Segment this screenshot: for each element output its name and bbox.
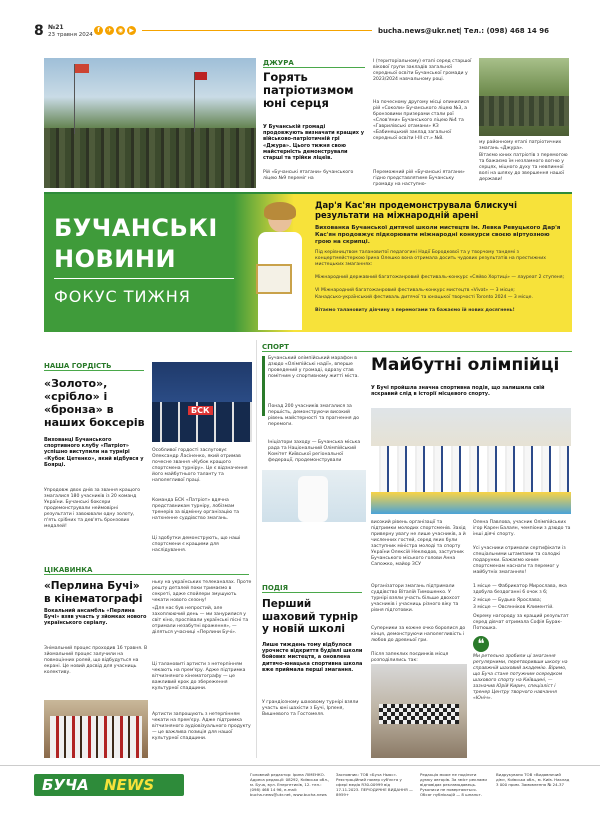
banner-subtitle: ФОКУС ТИЖНЯ — [54, 287, 191, 306]
chess-title: Перший шаховий турнір у новій школі — [262, 598, 359, 635]
chess-col2-p1: Організатори змагань підтримали суддівство Віталій Тимошенко. У турнірі взяли участь більше двохсот учасників і учасниць різного віку та рівня підготовки. — [371, 584, 460, 613]
chess-quote: Ми ретельно зробили ці змагання регулярними, перетворивши школу на справжній шаховий академію. Віримо, що Буча стане потужним осередком шахового спорту на Київщині, — зазначив Юрій Кирич, спеціаліст і тренер Центру творчого навчання «Юніч». — [473, 654, 568, 701]
boxing-body: Упродовж двох днів за звання кращого змагалися 180 учасників із 20 команд України. Бучанські боксери продемонстрували неймовірні результати і завоювали одну золоту, п'ять срібних та дев'ять бронзових медалей! — [44, 488, 141, 529]
sport-col1-p1: Бучанський олімпійський марафон в дзюдо «Олімпійські надії», вперше проведений у громаді, одразу став помітним у спортивному житті міста. — [268, 356, 359, 379]
pearl-mid-2: «Для нас був непростий, але захоплюючий день — ми занурилися у світ кіно, проспівали українські пісні та отримали незабутні враження», — діляться учасниці «Перлини Бучі». — [152, 606, 249, 635]
judo-girl-photo — [262, 470, 366, 522]
instagram-icon[interactable]: ◉ — [117, 27, 124, 34]
sport-col2: високий рівень організації та підтримки молодих спортсменів. Захід приверну увагу не лише учасників, а й численних гостей, серед яких були заступник міністра молоді та спорту України Олексій Неклюдов, заступник Бучанського міського голови Анна Сапожко, майор ЗСУ — [371, 520, 466, 567]
event-section-label: ПОДІЯ — [262, 584, 289, 592]
cadets-photo — [44, 58, 256, 188]
boxing-mid-2: Команда БСК «Патріот» вдячна представникам турніру, лобізмам тренерів за відмінну організацію та натхненне суддівство змагань. — [152, 498, 240, 521]
quote-mark-icon: ❝ — [473, 636, 489, 652]
top-col1-tail: Рій «Бучанські ятагани» бучанського ліцею №9 переміг на — [263, 170, 354, 181]
pearl-body: Знімальний процес проходив 16 травня. В зйомальний процес залучили на повноцінних ролей, що відбудуться на екрані. Це новий досвід для учасниць колективу. — [44, 646, 148, 675]
top-col3-p1: му районному етапі патріотичних змагань «Джура». — [479, 140, 562, 151]
boxing-title: «Золото», «срібло» і «бронза» в наших боксерів — [44, 377, 145, 429]
top-col2-p1: І (територіальному) етапі серед старшої вікової групи закладів загальної середньої освіти Бучанської громади у 2023/2024 навчальному році. — [373, 59, 472, 82]
pearl-title: «Перлина Бучі» в кінематографі — [44, 580, 143, 605]
banner-body-2: Міжнародний державний багатожанровий фестиваль-конкурс «Сяйво Хортиці» — лауреат 2 ступеня; — [315, 275, 565, 280]
footer-logo — [34, 774, 184, 796]
issue-date: 23 травня 2024 — [48, 32, 93, 38]
chess-players-photo — [371, 664, 467, 758]
sport-col1-p3: Ініціатори заходу — Бучанська міська рада та Національний Олімпійський Комітет Київської регіональної федерації, продемонстрували — [268, 440, 361, 463]
footer-col-3: Редакція може не поділяти думку авторів. За зміст реклами відповідає рекламодавець. Рукописи не повертаються. Обсяг публікацій — 8 шпальт. — [420, 772, 487, 797]
judo-kids-photo — [371, 408, 571, 514]
curious-section-label: ЦІКАВИНКА — [44, 566, 93, 574]
sport-col1-p2: Понад 200 учасників змагалися за першість, демонструючи високий рівень майстерності та прагнення до перемоги. — [268, 404, 360, 427]
footer-logo-bucha: БУЧА — [42, 776, 89, 794]
chess-col3-p3: 3 місце — Овсянніков Климентій. — [473, 605, 554, 610]
sport-dropcap — [262, 356, 265, 416]
top-col2-p3: Переможний рій «Бучанські ятагани» гідно представлятиме Бучанську громаду на наступно- — [373, 170, 465, 187]
banner-title-1: БУЧАНСЬКІ — [54, 214, 218, 242]
sport-section-label: СПОРТ — [262, 343, 289, 351]
focus-banner — [44, 192, 572, 332]
pearl-mid-1: ньку на українських телеканалах. Проте решту деталей поки тримаємо в секреті, адже спойлери змушують чекати нового сезону! — [152, 580, 252, 603]
banner-body-3: VI Міжнародний багатожанровий фестиваль-конкурс мистецтв «Vivat» — 3 місце; — [315, 288, 515, 293]
pearl-mid-3: Ці талановиті артисти з нетерпінням чекають на прем'єру. Адже підтримка вітчизняного кінематографу — це важливий крок до збереження культурної спадщини. — [152, 662, 246, 691]
top-section-label: ДЖУРА — [263, 59, 294, 67]
banner-headline: Дар'я Кас'ян продемонструвала блискучі результати на міжнародній арені — [315, 200, 517, 220]
pearl-lead: Вокальний ансамбль «Перлина Бучі» взяв участь у зйомках нового українського серіалу. — [44, 608, 147, 627]
top-col2-p2: На почесному другому місці опинилися рій «Соколи» Бучанського ліцею №3, а бронзовими призерами стали рої «Слов'яни» Бучанського ліцею №4 та «Гаврилівські отамани» КЗ «Бабинецький заклад загальної середньої освіти І-ІІІ ст.» №8. — [373, 100, 469, 141]
issue-number: №21 — [48, 24, 64, 31]
footer-col-1: Головний редактор: Ірина ЛІМЕНКО. Адреса редакції: 08292, Київська обл., м. Буча, вул. Енергетиків, 12. тел.: (098) 468 14 96, e-mail: bucha.news@ukr.net, www.bucha.news — [250, 772, 330, 797]
chess-col2-p2: Суперники за кожне очко боролися до кінця, демонструючи наполегливість і любов до древньої гри. — [371, 626, 466, 643]
footer-col-4: Видрукувано ТОВ «Видавничий дім», Київська обл., м. Київ. Наклад 3 000 прим. Замовлення № 24-37 — [496, 772, 570, 787]
social-icons — [94, 26, 138, 35]
boxers-photo — [152, 362, 252, 442]
chess-body-1: У грандіозному шаховому турнірі взяли участь юні шахісти з Бучі, Ірпеня, Вишневого та Гостомеля. — [262, 700, 359, 717]
telegram-icon[interactable]: ✈ — [106, 27, 113, 34]
top-title: Горять патріотизмом юні серця — [263, 70, 354, 110]
boxing-club-banner: БСК — [188, 406, 213, 415]
footer-col-2: Засновник: ТОВ «Буча Ньюс». Реєстраційний номер суб'єкта у сфері медіа R30-00999 від 17.11.2023. ПЕРІОДИЧНЕ ВИДАННЯ — 8959+ — [336, 772, 413, 797]
chess-lead: Лише тиждень тому відбулося урочисте відкриття будівлі школи бойових мистецтв, а оновлена дитячо-юнацька спортивна школа вже приймала перші змагання. — [262, 642, 363, 673]
header-email[interactable]: bucha.news@ukr.net — [378, 27, 460, 35]
sport-title: Майбутні олімпійці — [371, 355, 560, 375]
chess-col2-p3: Після запеклих поєдинків місця розподілились так: — [371, 652, 449, 663]
boxing-mid-3: Ці здобутки демонструють, що наші спортсмени є кращими для наслідування. — [152, 536, 241, 553]
top-col3-p2: Вітаємо юних патріотів з перемогою та бажаємо їм незламного вогню у серцях, міцного духу та невпинної волі на шляху до звершення нашої держави! — [479, 153, 568, 182]
chess-col3-p4: Окрему нагороду за кращий результат серед дівчат отримала Софія Бурак-Потюшка. — [473, 614, 569, 631]
sport-col3-p2: Усі учасники отримали сертифікати із спеціальними штампами та солодкі подарунки. Бажаємо юним спортсменам наснаги та перемог у майбутніх змаганнях! — [473, 546, 566, 575]
footer — [0, 765, 600, 830]
page-number: 8 — [34, 23, 44, 39]
pearl-ensemble-photo — [44, 700, 148, 758]
banner-lead: Вихованка Бучанської дитячої школи мистецтв ім. Левка Ревуцького Дар'я Кас'ян продовжує підкорювати міжнародні конкурси своєю віртуозною грою на скрипці. — [315, 225, 561, 245]
footer-logo-news: NEWS — [104, 776, 155, 794]
boxing-mid-1: Особливої гордості заслуговує Олександр Ласіненко, який отримав почесне звання «Кубок кращого спортсмена турніру». Це є відзначення його майбутнього таланту та наполегливої праці. — [152, 448, 248, 483]
page-header — [0, 0, 600, 50]
header-phone: | Тел.: (098) 468 14 96 — [459, 27, 549, 35]
chess-col3-p2: 2 місце — Будько Ярослава; — [473, 598, 542, 603]
youtube-icon[interactable]: ▶ — [127, 26, 136, 35]
violinist-photo — [250, 204, 312, 330]
banner-body-1: Під керівництвом талановитої педагогині Надії Бородкової та у творчому тандемі з концертмейстеркою Ірина Олешко вона отримала досить чудових результатів на престижних мистецьких змаганнях: — [315, 250, 546, 267]
boxing-lead: Вихованці Бучанського спортивного клубу «Патріот» успішно виступили на турнірі «Кубок Цетенко», який відбувся у Боярці. — [44, 437, 144, 468]
top-lead: У Бучанській громаді продовжують визначати кращих у військово-патріотичній грі «Джура». Цього тижня свою майстерність демонстрували старші та трійки ліцеїв. — [263, 124, 364, 162]
sport-lead: У Бучі пройшла значна спортивна подія, що залишила свій яскравий слід в історії місцевого спорту. — [371, 385, 545, 398]
chess-col3-p1: 1 місце — Фабрикатор Мирослава, яка здобула бездоганні 6 очок з 6; — [473, 584, 567, 595]
sport-col3-p1: Олена Павлова, учасник Олімпійських ігор Карен Балаян, чемпіони з дзюдо та інші діячі спорту. — [473, 520, 571, 537]
banner-body-4: Канадсько-український фестиваль дитячої та юнацької творчості Toronto 2024 — 3 місце. — [315, 295, 533, 300]
pride-section-label: НАША ГОРДІСТЬ — [44, 362, 112, 370]
banner-body-5: Вітаємо талановиту дівчину з перемогами та бажаємо їй нових досягнень! — [315, 308, 515, 313]
pearl-mid-4: Артисти запрошують з нетерпінням чекати на прем'єру. Адже підтримка вітчизняного аудіовізуального продукту — це важлива позиція для нашої культурної спадщини. — [152, 712, 251, 741]
facebook-icon[interactable]: f — [94, 26, 103, 35]
banner-title-2: НОВИНИ — [54, 245, 177, 273]
kneeling-cadets-photo — [479, 58, 569, 136]
